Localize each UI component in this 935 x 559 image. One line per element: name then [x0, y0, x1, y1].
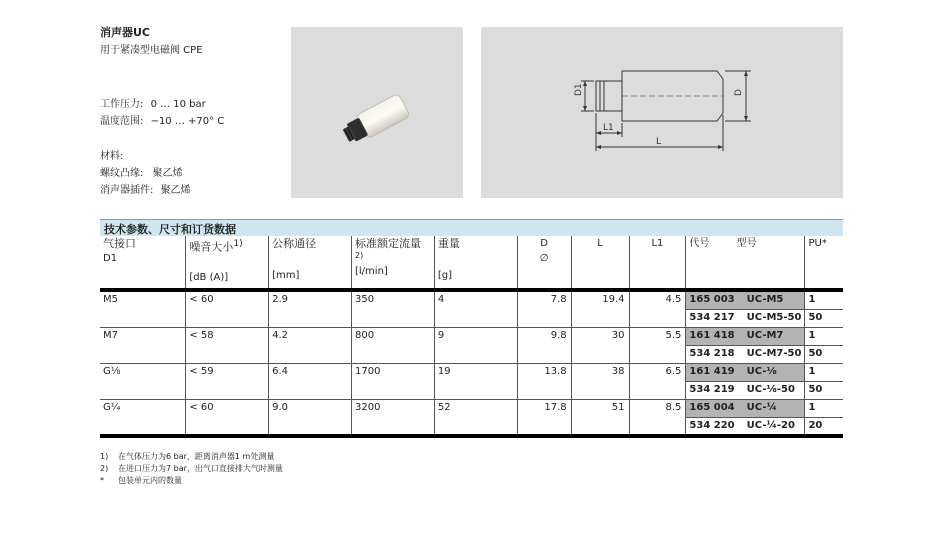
cell-weight — [434, 418, 517, 436]
cell-l — [571, 418, 629, 436]
cell-weight — [434, 346, 517, 364]
table-body — [100, 290, 843, 435]
thread-line — [100, 164, 183, 179]
cell-bore: 4.2 — [269, 328, 352, 346]
table-row — [100, 290, 843, 310]
pressure-label: 工作压力: — [100, 99, 144, 110]
material-label: 材料: — [100, 151, 124, 162]
cell-port: G¼ — [100, 400, 186, 418]
insert-line — [100, 181, 191, 196]
cell-l1 — [629, 346, 686, 364]
cell-weight — [434, 382, 517, 400]
cell-bore — [269, 418, 352, 436]
cell-noise — [186, 418, 269, 436]
cell-l: 38 — [571, 364, 629, 382]
cell-weight: 52 — [434, 400, 517, 418]
header-noise: 噪音大小$^{1)}$ [dB (A)] — [186, 236, 269, 290]
thread-value: 聚乙烯 — [152, 168, 183, 179]
table-row — [100, 400, 843, 418]
cell-bore: 2.9 — [269, 290, 352, 310]
cell-port — [100, 310, 186, 328]
cell-bore — [269, 382, 352, 400]
cell-l1 — [629, 382, 686, 400]
cell-l1: 5.5 — [629, 328, 686, 346]
cell-flow — [352, 382, 435, 400]
silencer-image — [291, 27, 463, 198]
cell-noise: < 58 — [186, 328, 269, 346]
label-d1: D1 — [574, 83, 584, 96]
cell-d — [517, 346, 571, 364]
header-pu: PU* — [805, 236, 843, 290]
cell-d — [517, 418, 571, 436]
cell-l1 — [629, 310, 686, 328]
cell-bore — [269, 346, 352, 364]
cell-flow: 1700 — [352, 364, 435, 382]
label-d: D — [734, 89, 744, 96]
cell-flow — [352, 346, 435, 364]
cell-noise — [186, 310, 269, 328]
cell-port — [100, 382, 186, 400]
product-title: 消声器UC — [100, 26, 151, 39]
cell-l1: 6.5 — [629, 364, 686, 382]
cell-noise: < 60 — [186, 400, 269, 418]
header-port: 气接口 D1 — [100, 236, 186, 290]
cell-pu: 50 — [805, 310, 843, 328]
cell-flow: 800 — [352, 328, 435, 346]
cell-code-type: 534 219 UC-⅛-50 — [686, 382, 805, 400]
cell-l: 51 — [571, 400, 629, 418]
product-photo — [291, 27, 463, 198]
footnote-2: 2) 在进口压力为7 bar，出气口直接排大气时测量 — [100, 464, 283, 473]
cell-l — [571, 382, 629, 400]
cell-flow — [352, 310, 435, 328]
cell-code-type: 534 220 UC-¼-20 — [686, 418, 805, 436]
cell-code-type: 161 419 UC-⅛ — [686, 364, 805, 382]
cell-flow — [352, 418, 435, 436]
cell-port: M7 — [100, 328, 186, 346]
temperature-label: 温度范围: — [100, 116, 144, 127]
cell-flow: 3200 — [352, 400, 435, 418]
cell-noise — [186, 382, 269, 400]
table-row — [100, 310, 843, 328]
header-code-type: 代号 型号 — [686, 236, 805, 290]
cell-pu: 1 — [805, 364, 843, 382]
table-row — [100, 364, 843, 382]
cell-bore — [269, 310, 352, 328]
cell-d: 17.8 — [517, 400, 571, 418]
cell-bore: 9.0 — [269, 400, 352, 418]
cell-code-type: 165 003 UC-M5 — [686, 290, 805, 310]
cell-l — [571, 346, 629, 364]
cell-l1: 8.5 — [629, 400, 686, 418]
cell-weight: 4 — [434, 290, 517, 310]
cell-flow: 350 — [352, 290, 435, 310]
cell-pu: 1 — [805, 328, 843, 346]
header-weight: 重量 [g] — [434, 236, 517, 290]
cell-port — [100, 418, 186, 436]
header-d: D ∅ — [517, 236, 571, 290]
cell-pu: 1 — [805, 400, 843, 418]
header-flow: 标准额定流量 2) [l/min] — [352, 236, 435, 290]
cell-noise — [186, 346, 269, 364]
pressure-line — [100, 95, 206, 110]
table-row — [100, 418, 843, 436]
table-header-row — [100, 236, 843, 290]
product-subtitle: 用于紧凑型电磁阀 CPE — [100, 45, 203, 56]
table-row — [100, 328, 843, 346]
table-row — [100, 382, 843, 400]
cell-pu: 50 — [805, 346, 843, 364]
cell-port: M5 — [100, 290, 186, 310]
cell-code-type: 534 217 UC-M5-50 — [686, 310, 805, 328]
cell-port: G⅛ — [100, 364, 186, 382]
header-l1: L1 — [629, 236, 686, 290]
insert-value: 聚乙烯 — [160, 185, 191, 196]
cell-d: 13.8 — [517, 364, 571, 382]
table-title-bar — [100, 219, 843, 236]
cell-l1: 4.5 — [629, 290, 686, 310]
cell-l1 — [629, 418, 686, 436]
table-bottom-rule — [100, 434, 843, 438]
cell-d: 7.8 — [517, 290, 571, 310]
cell-code-type: 534 218 UC-M7-50 — [686, 346, 805, 364]
cell-pu: 20 — [805, 418, 843, 436]
cell-weight — [434, 310, 517, 328]
cell-weight: 9 — [434, 328, 517, 346]
cell-noise: < 60 — [186, 290, 269, 310]
cell-d — [517, 382, 571, 400]
temperature-value: −10 … +70° C — [150, 116, 225, 127]
temperature-line — [100, 112, 224, 127]
label-l1: L1 — [603, 123, 614, 133]
label-l: L — [656, 137, 662, 147]
pressure-value: 0 … 10 bar — [150, 99, 206, 110]
dimension-drawing — [481, 27, 843, 198]
footnote-3: * 包装单元内的数量 — [100, 476, 182, 485]
cell-noise: < 59 — [186, 364, 269, 382]
cell-code-type: 161 418 UC-M7 — [686, 328, 805, 346]
thread-label: 螺纹凸缘: — [100, 168, 144, 179]
footnote-1: 1) 在气体压力为6 bar，距离消声器1 m处测量 — [100, 452, 275, 461]
insert-label: 消声器插件: — [100, 185, 154, 196]
cell-code-type: 165 004 UC-¼ — [686, 400, 805, 418]
cell-port — [100, 346, 186, 364]
cell-d — [517, 310, 571, 328]
table-row — [100, 346, 843, 364]
cell-bore: 6.4 — [269, 364, 352, 382]
spec-table — [100, 236, 843, 435]
cell-d: 9.8 — [517, 328, 571, 346]
table-title: 技术参数、尺寸和订货数据 — [104, 223, 236, 236]
cell-l: 30 — [571, 328, 629, 346]
header-l: L — [571, 236, 629, 290]
cell-pu: 1 — [805, 290, 843, 310]
cell-weight: 19 — [434, 364, 517, 382]
cell-l: 19.4 — [571, 290, 629, 310]
cell-l — [571, 310, 629, 328]
header-bore: 公称通径 [mm] — [269, 236, 352, 290]
cell-pu: 50 — [805, 382, 843, 400]
